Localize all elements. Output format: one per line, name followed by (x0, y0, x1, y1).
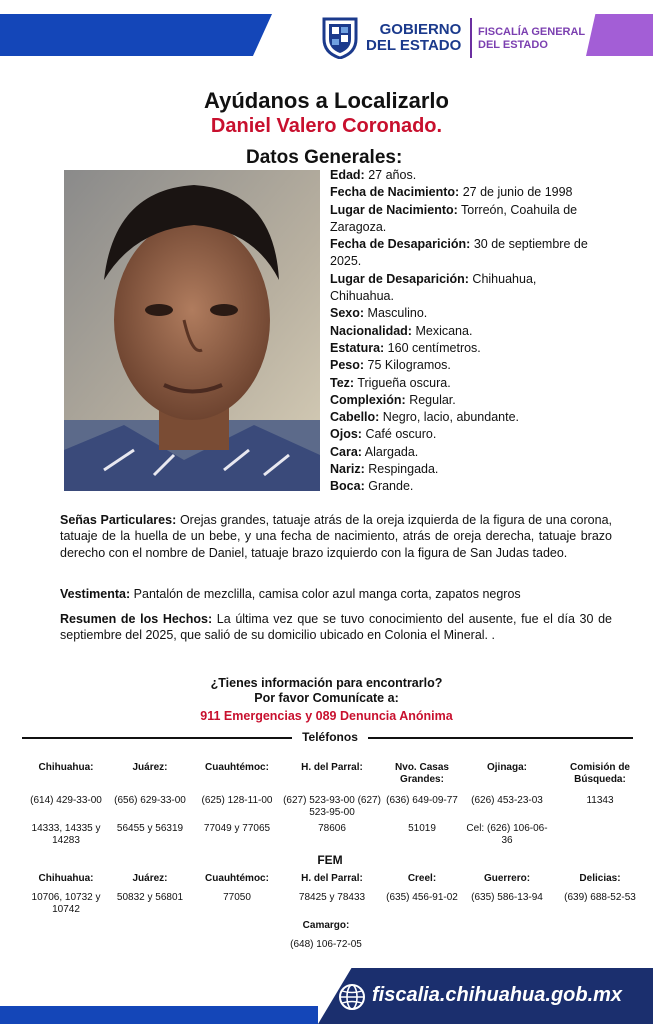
office-label: Guerrero: (483, 873, 531, 884)
general-data-value: Mexicana. (415, 323, 473, 338)
general-data-label: Lugar de Nacimiento: (330, 202, 458, 217)
senas-label: Señas Particulares: (60, 513, 177, 527)
general-data-label: Fecha de Nacimiento: (330, 185, 460, 200)
general-data-value: 75 Kilogramos. (367, 358, 451, 373)
resumen-value: La última vez que se tuvo conocimiento del ausente, fue el día 30 de septiembre del 2025, que salió de su domicilio ubicado en Colonia el Mineral. . (60, 612, 612, 643)
office-label: Juárez: (132, 762, 168, 773)
gov-title (366, 22, 461, 54)
state-shield-logo (320, 15, 360, 59)
office-label: Juárez: (132, 873, 168, 884)
general-data-value: 30 de septiembre de 2025. (330, 237, 588, 269)
phone-number: 77049 y 77065 (203, 823, 271, 834)
fiscalia-title (478, 26, 585, 52)
general-data-row (330, 236, 598, 271)
general-data-row (330, 357, 598, 374)
contact-prompt: Por favor Comunícate a: (254, 691, 399, 705)
office-label: Cuauhtémoc: (205, 762, 269, 773)
phone-number: (614) 429-33-00 (30, 795, 102, 806)
general-data-row (330, 271, 598, 306)
general-data-label: Boca: (330, 479, 365, 494)
phone-number: 10706, 10732 y 10742 (31, 892, 101, 915)
telefonos-heading: Teléfonos (302, 730, 358, 744)
poster-title: Ayúdanos a Localizarlo (204, 88, 449, 113)
phone-number: (636) 649-09-77 (386, 795, 458, 806)
phone-number: 77050 (223, 892, 251, 903)
missing-person-name: Daniel Valero Coronado. (210, 115, 443, 137)
general-data-label: Lugar de Desaparición: (330, 271, 469, 286)
general-data-row (330, 392, 598, 409)
senas-value: Orejas grandes, tatuaje atrás de la oreja izquierda de la figura de una corona, tatuaje de la huella de un bebe, y una fecha de nacimiento, atrás de oreja derecha, tatuaje brazo derecho con el nombre de Daniel, tatuaje brazo izquierdo con la figura de San Judas tadeo. (60, 513, 613, 560)
general-data-row (330, 305, 598, 322)
general-data-value: Masculino. (367, 306, 428, 321)
general-data-label: Nacionalidad: (330, 323, 412, 338)
fisc-line1: FISCALÍA GENERAL (478, 26, 586, 38)
office-label: Comisión de Búsqueda: (569, 762, 630, 785)
phone-number: 51019 (408, 823, 436, 834)
office-label: Chihuahua: (38, 762, 94, 773)
phone-number: (625) 128-11-00 (201, 795, 273, 806)
office-label: Ojinaga: (486, 762, 527, 773)
general-data-value: Respingada. (368, 462, 439, 477)
phone-number: (627) 523-93-00 (627) 523-95-00 (283, 795, 381, 818)
phone-number: (626) 453-23-03 (471, 795, 543, 806)
phone-number: 14333, 14335 y 14283 (31, 823, 101, 846)
general-data-value: 27 años. (368, 168, 417, 182)
header-divider (470, 18, 472, 58)
general-data-row (330, 184, 598, 201)
resumen-hechos (60, 611, 612, 644)
vestimenta-label: Vestimenta: (60, 587, 131, 601)
fisc-line2: DEL ESTADO (478, 39, 548, 51)
gov-line1: GOBIERNO (379, 21, 462, 38)
contact-question: ¿Tienes información para encontrarlo? (210, 676, 443, 690)
general-data-value: Alargada. (364, 444, 419, 459)
phone-number: (639) 688-52-53 (564, 892, 636, 903)
office-label: H. del Parral: (301, 762, 363, 773)
general-data-label: Cabello: (330, 410, 380, 425)
phone-number: Cel: (626) 106-06-36 (466, 823, 548, 846)
datos-generales-heading: Datos Generales: (246, 147, 403, 168)
general-data-label: Complexión: (330, 392, 406, 407)
header-purple-band (586, 14, 653, 56)
general-data-value: Grande. (368, 479, 414, 494)
general-data-value: 27 de junio de 1998 (462, 185, 573, 200)
office-label: Creel: (407, 873, 437, 884)
globe-icon (338, 983, 366, 1011)
general-data-label: Nariz: (330, 462, 365, 477)
general-data-value: 160 centímetros. (387, 340, 481, 355)
general-data-label: Fecha de Desaparición: (330, 237, 471, 252)
phone-number: (635) 456-91-02 (386, 892, 458, 903)
phone-number: (656) 629-33-00 (114, 795, 186, 806)
general-data-row (330, 375, 598, 392)
phone-number: 78606 (318, 823, 346, 834)
footer-url[interactable]: fiscalia.chihuahua.gob.mx (372, 984, 623, 1006)
person-photo (64, 170, 320, 491)
general-data-value: Regular. (409, 392, 456, 407)
fem-heading: FEM (317, 853, 343, 867)
general-data-row (330, 167, 598, 184)
general-data-row (330, 444, 598, 461)
divider-left (22, 737, 292, 739)
general-data-label: Peso: (330, 358, 365, 373)
vestimenta (60, 586, 612, 602)
gov-line2: DEL ESTADO (366, 37, 462, 54)
general-data-list (330, 167, 598, 496)
vestimenta-value: Pantalón de mezclilla, camisa color azul manga corta, zapatos negros (133, 587, 521, 601)
camargo-label: Camargo: (302, 920, 350, 931)
general-data-row (330, 340, 598, 357)
general-data-value: Trigueña oscura. (357, 375, 451, 390)
general-data-row (330, 478, 598, 495)
office-label: Chihuahua: (38, 873, 94, 884)
footer-blue-band (0, 1006, 318, 1024)
general-data-value: Torreón, Coahuila de Zaragoza. (330, 202, 578, 234)
office-label: H. del Parral: (301, 873, 363, 884)
emergency-numbers: 911 Emergencias y 089 Denuncia Anónima (200, 709, 453, 723)
general-data-value: Chihuahua, Chihuahua. (330, 271, 537, 304)
senas-particulares (60, 512, 612, 561)
office-label: Cuauhtémoc: (205, 873, 269, 884)
general-data-label: Cara: (330, 444, 362, 459)
office-label: Delicias: (579, 873, 621, 884)
office-label: Nvo. Casas Grandes: (395, 762, 449, 785)
general-data-row (330, 202, 598, 237)
general-data-value: Café oscuro. (365, 427, 437, 442)
general-data-row (330, 426, 598, 443)
phone-number: 78425 y 78433 (298, 892, 366, 903)
camargo-value: (648) 106-72-05 (290, 939, 362, 950)
general-data-label: Ojos: (330, 427, 362, 442)
phone-number: 50832 y 56801 (116, 892, 184, 903)
divider-right (368, 737, 633, 739)
header-blue-band (0, 14, 272, 56)
resumen-label: Resumen de los Hechos: (60, 612, 213, 626)
general-data-label: Sexo: (330, 306, 365, 321)
phone-number: 56455 y 56319 (116, 823, 184, 834)
phone-number: 11343 (586, 795, 614, 806)
general-data-label: Tez: (330, 375, 355, 390)
phone-number: (635) 586-13-94 (471, 892, 543, 903)
general-data-label: Edad: (330, 168, 365, 182)
general-data-value: Negro, lacio, abundante. (382, 410, 520, 425)
general-data-label: Estatura: (330, 340, 385, 355)
general-data-row (330, 461, 598, 478)
general-data-row (330, 409, 598, 426)
general-data-row (330, 323, 598, 340)
